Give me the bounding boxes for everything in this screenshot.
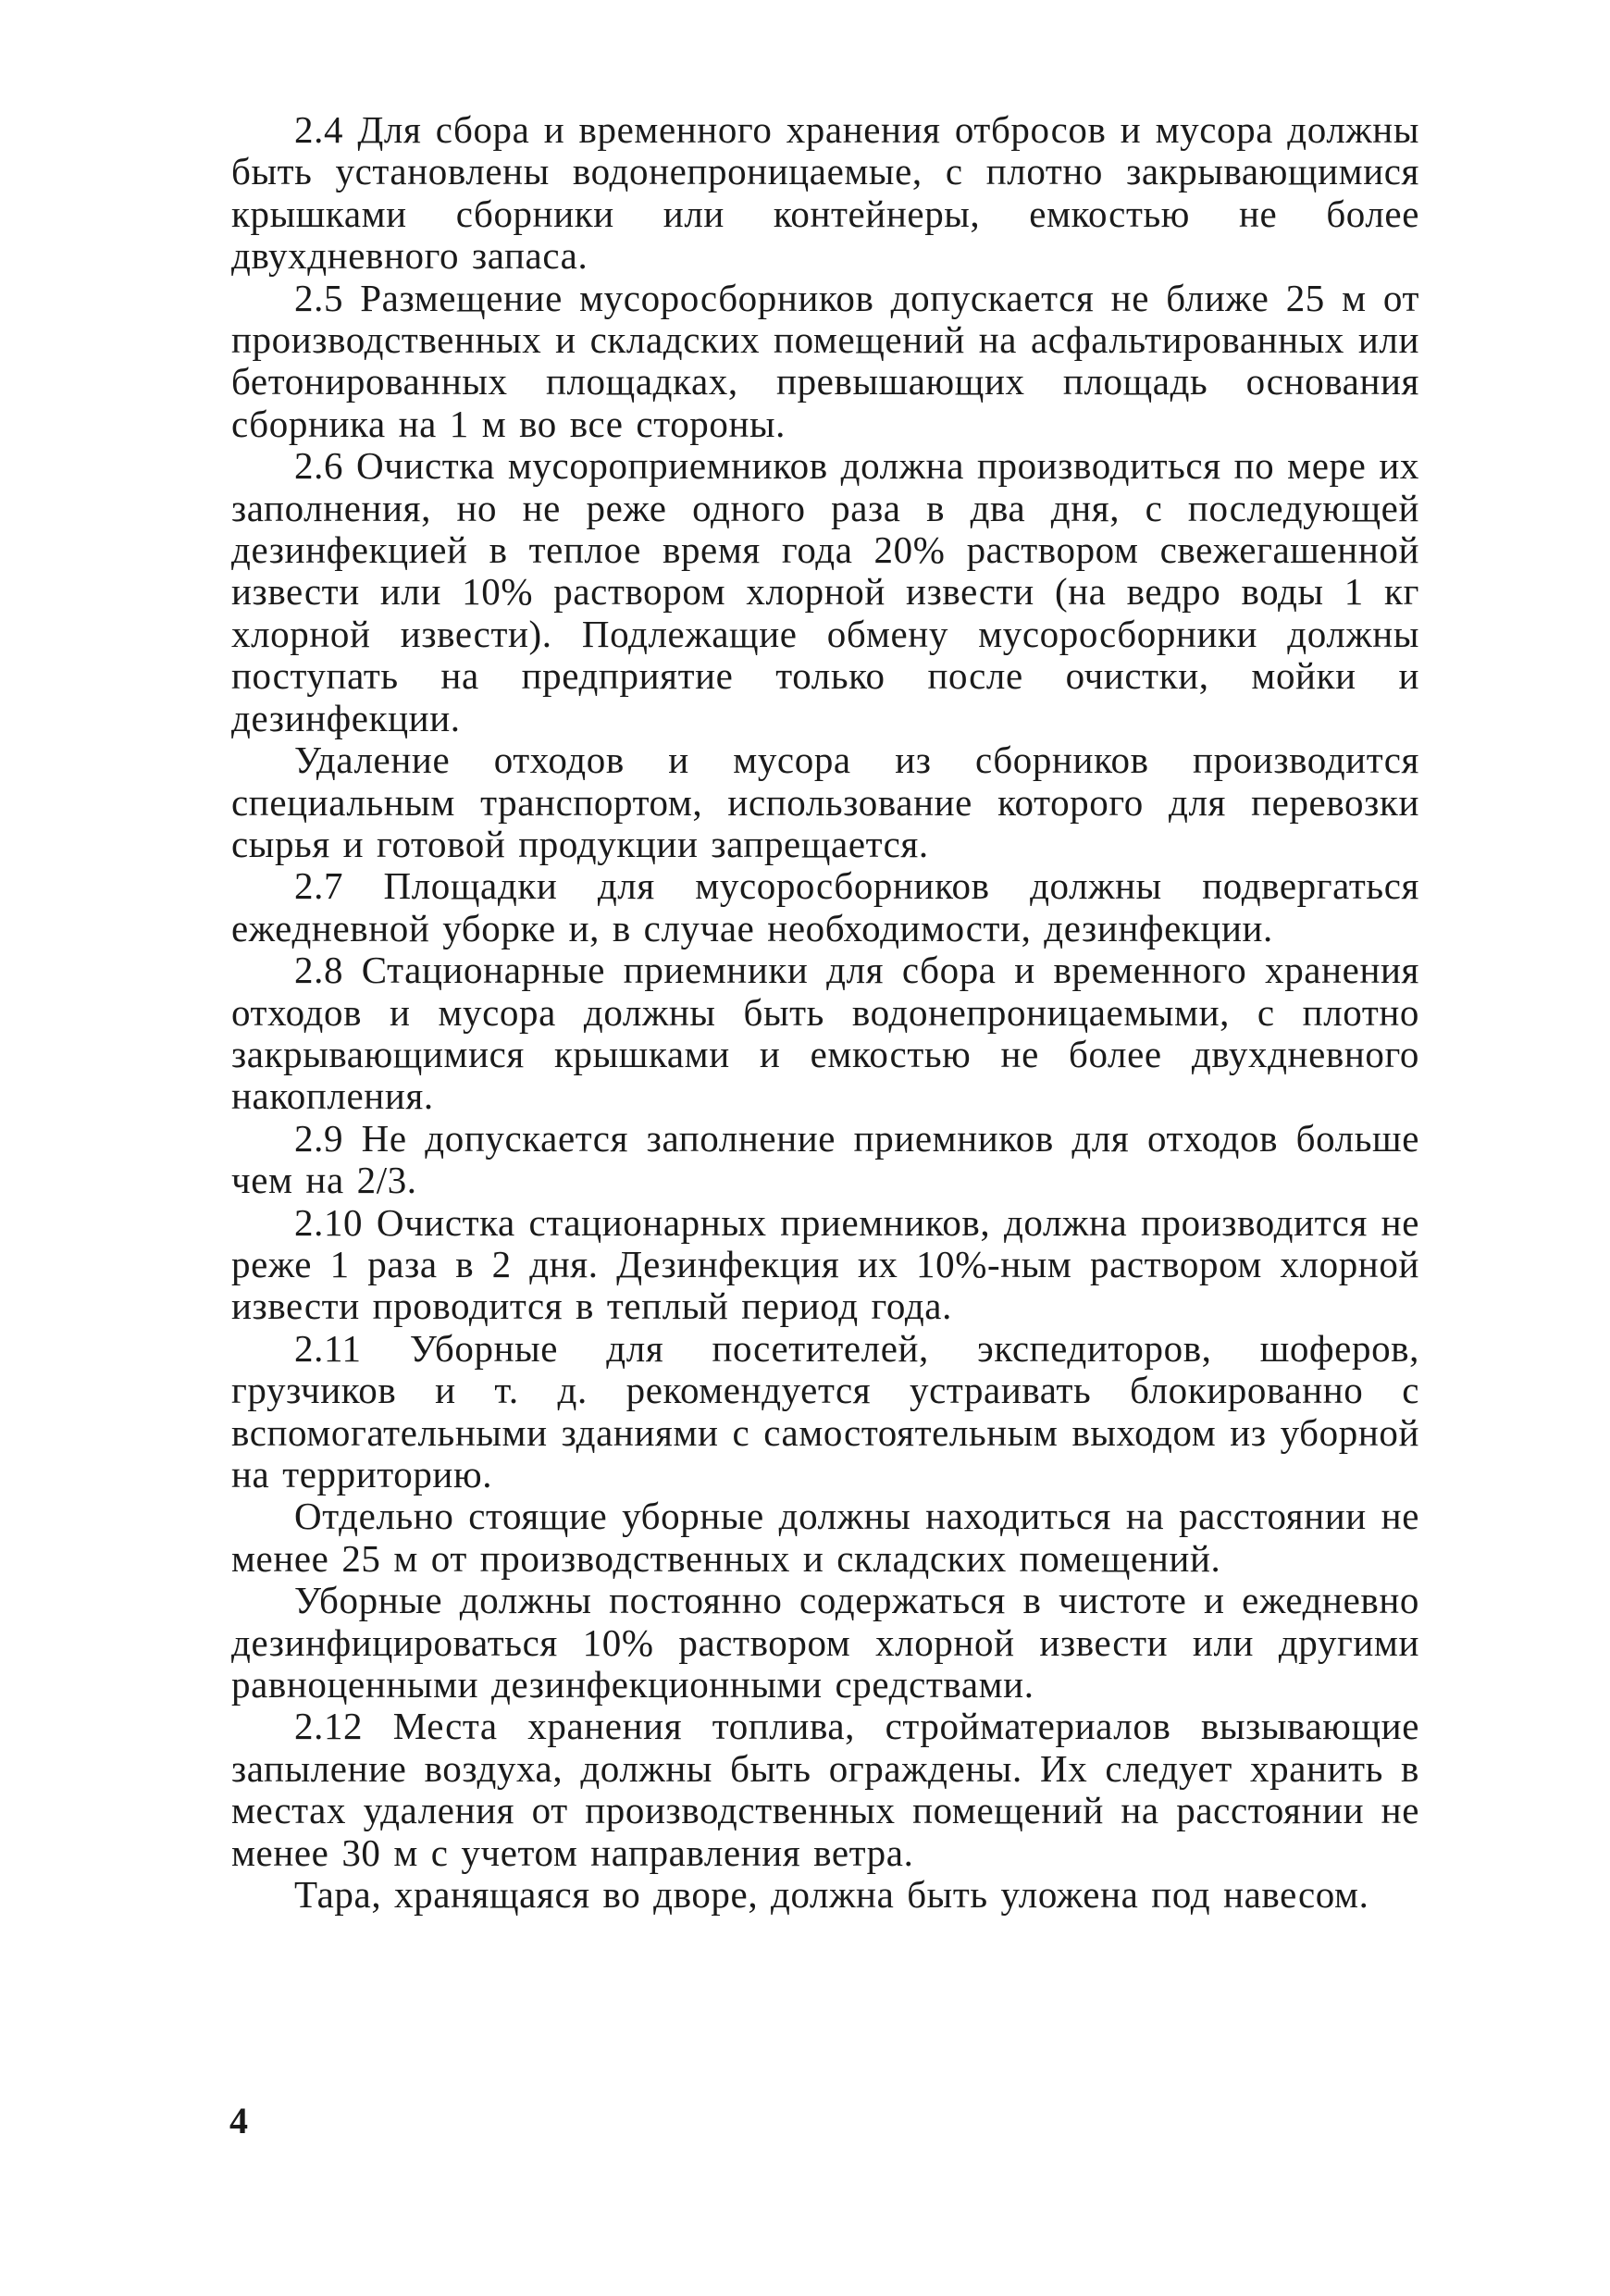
page-number: 4: [229, 2100, 248, 2141]
paragraph-containers: Тара, хранящаяся во дворе, должна быть уложена под навесом.: [294, 1873, 1369, 1917]
body-text: [231, 109, 1419, 1916]
paragraph-2-10: 2.10 Очистка стационарных приемников, должна производится не реже 1 раза в 2 дня. Дезинфекция их 10%-ным раствором хлорной извести проводится в теплый период года.: [231, 1200, 1419, 1328]
paragraph-2-8: 2.8 Стационарные приемники для сбора и временного хранения отходов и мусора должны быть водонепроницаемыми, с плотно закрывающимися крышками и емкостью не более двухдневного накопления.: [231, 949, 1419, 1118]
paragraph-2-12: 2.12 Места хранения топлива, стройматериалов вызывающие запыление воздуха, должны быть ограждены. Их следует хранить в местах удаления от производственных помещений на расстоянии не менее 30 м с учетом направления ветра.: [231, 1705, 1419, 1874]
paragraph-2-9: 2.9 Не допускается заполнение приемников для отходов больше чем на 2/3.: [231, 1116, 1419, 1202]
paragraph-standalone-toilets: Отдельно стоящие уборные должны находиться на расстоянии не менее 25 м от производственных и складских помещений.: [231, 1495, 1419, 1580]
paragraph-waste-removal: Удаление отходов и мусора из сборников производится специальным транспортом, использование которого для перевозки сырья и готовой продукции запрещается.: [231, 738, 1419, 865]
paragraph-2-5: 2.5 Размещение мусоросборников допускается не ближе 25 м от производственных и складских помещений на асфальтированных или бетонированных площадках, превышающих площадь основания сборника на 1 м во все стороны.: [231, 276, 1419, 445]
paragraph-2-11: 2.11 Уборные для посетителей, экспедиторов, шоферов, грузчиков и т. д. рекомендуется устраивать блокированно с вспомогательными зданиями с самостоятельным выходом из уборной на территорию.: [231, 1326, 1419, 1496]
paragraph-2-6: 2.6 Очистка мусороприемников должна производиться по мере их заполнения, но не реже одного раза в два дня, с последующей дезинфекцией в теплое время года 20% раствором свежегашенной извести или 10% раствором хлорной извести (на ведро воды 1 кг хлорной извести). Подлежащие обмену мусоросборники должны поступать на предприятие только после очистки, мойки и дезинфекции.: [231, 444, 1419, 739]
paragraph-toilet-cleaning: Уборные должны постоянно содержаться в чистоте и ежедневно дезинфицироваться 10% раствором хлорной извести или другими равноценными дезинфекционными средствами.: [231, 1579, 1419, 1706]
paragraph-2-4: 2.4 Для сбора и временного хранения отбросов и мусора должны быть установлены водонепроницаемые, с плотно закрывающимися крышками сборники или контейнеры, емкостью не более двухдневного запаса.: [231, 108, 1419, 278]
paragraph-2-7: 2.7 Площадки для мусоросборников должны подвергаться ежедневной уборке и, в случае необходимости, дезинфекции.: [231, 864, 1419, 949]
